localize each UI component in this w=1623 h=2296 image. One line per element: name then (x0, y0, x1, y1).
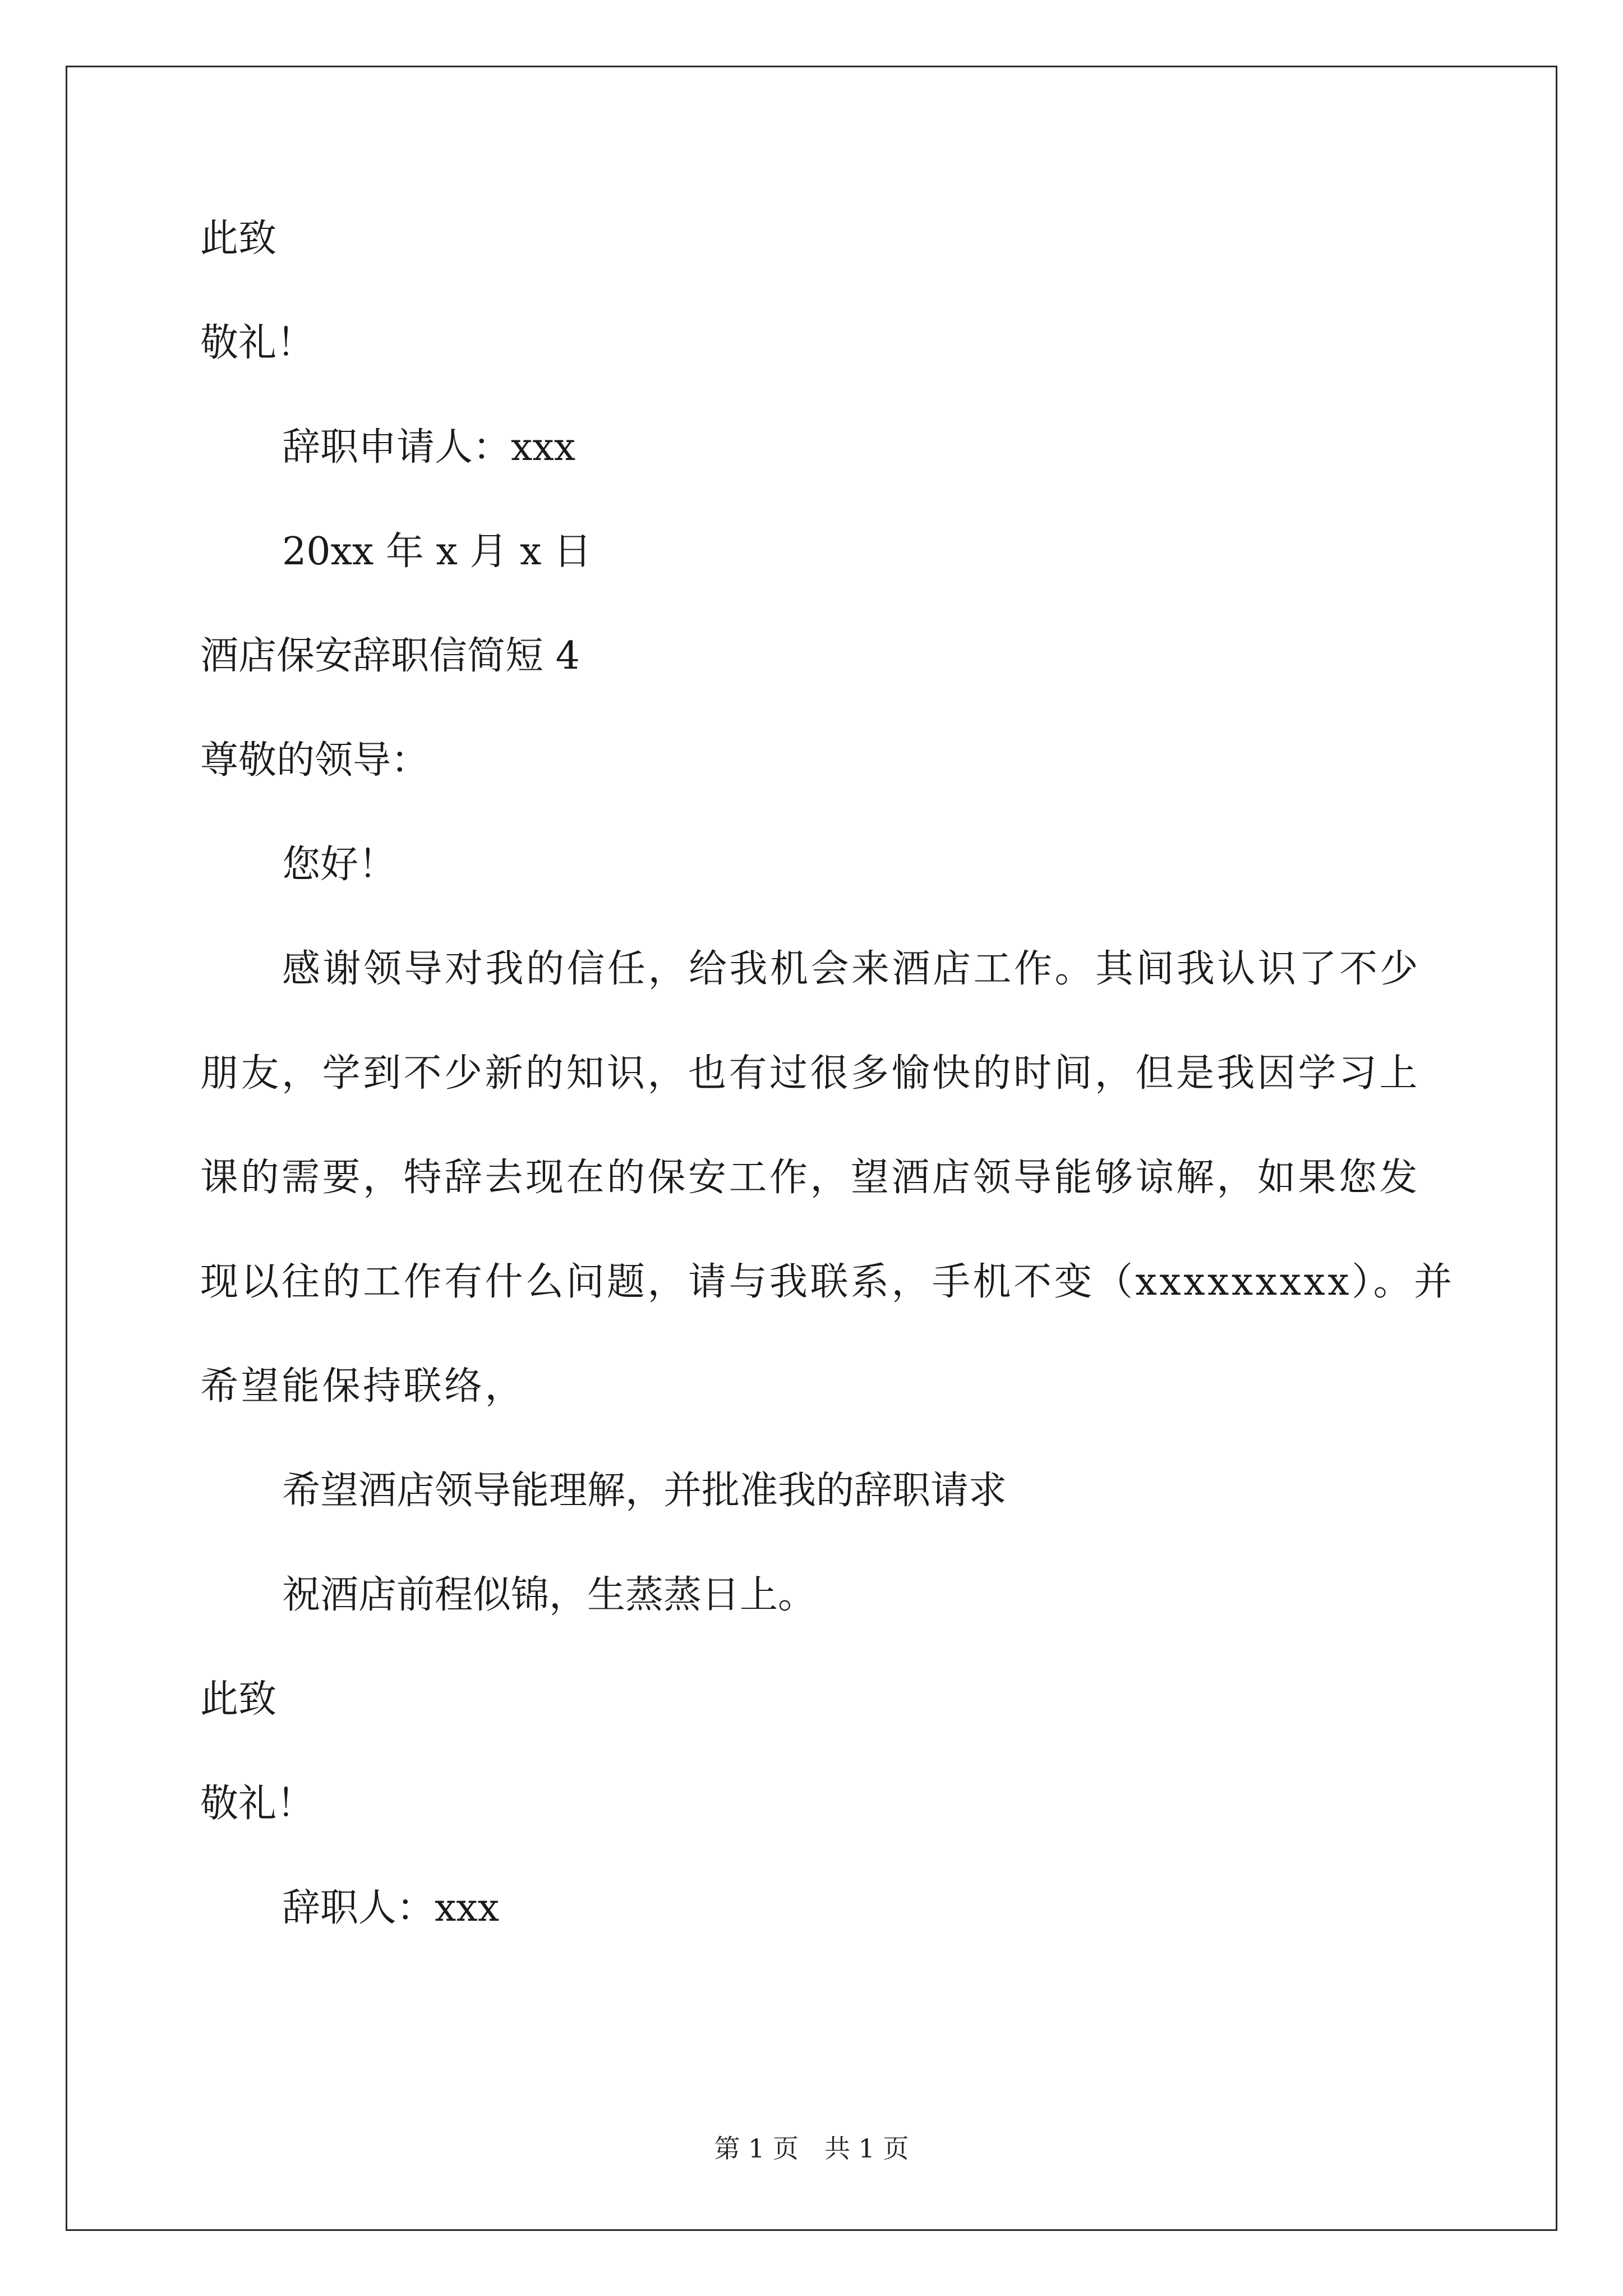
paragraph-row: 课的需要，特辞去现在的保安工作，望酒店领导能够谅解，如果您发 (200, 1156, 1421, 1200)
main-paragraph (200, 944, 1455, 1412)
document-body (200, 213, 1455, 1987)
applicant-line: 辞职申请人：xxx (282, 425, 576, 470)
hope-line: 希望酒店领导能理解，并批准我的辞职请求 (282, 1469, 1007, 1513)
hello-line: 您好！ (282, 843, 397, 887)
paragraph-row: 现以往的工作有什么问题，请与我联系，手机不变（xxxxxxxxx）。并 (200, 1260, 1455, 1304)
greeting-line: 尊敬的领导： (200, 738, 430, 783)
paragraph-row: 朋友，学到不少新的知识，也有过很多愉快的时间，但是我因学习上 (200, 1051, 1421, 1096)
paragraph-row: 感谢领导对我的信任，给我机会来酒店工作。其间我认识了不少 (282, 947, 1421, 991)
paragraph-row: 希望能保持联络， (200, 1364, 526, 1409)
closing-line: 此致 (200, 217, 277, 261)
closing-line-2: 此致 (200, 1677, 277, 1722)
page-footer: 第 1 页 共 1 页 (714, 2133, 909, 2164)
salute-line: 敬礼！ (200, 321, 315, 365)
section-title: 酒店保安辞职信简短 4 (200, 634, 580, 678)
date-line: 20xx 年 x 月 x 日 (282, 530, 592, 574)
signer-line: 辞职人：xxx (282, 1886, 500, 1930)
salute-line-2: 敬礼！ (200, 1782, 315, 1826)
wish-line: 祝酒店前程似锦，生蒸蒸日上。 (282, 1573, 817, 1617)
